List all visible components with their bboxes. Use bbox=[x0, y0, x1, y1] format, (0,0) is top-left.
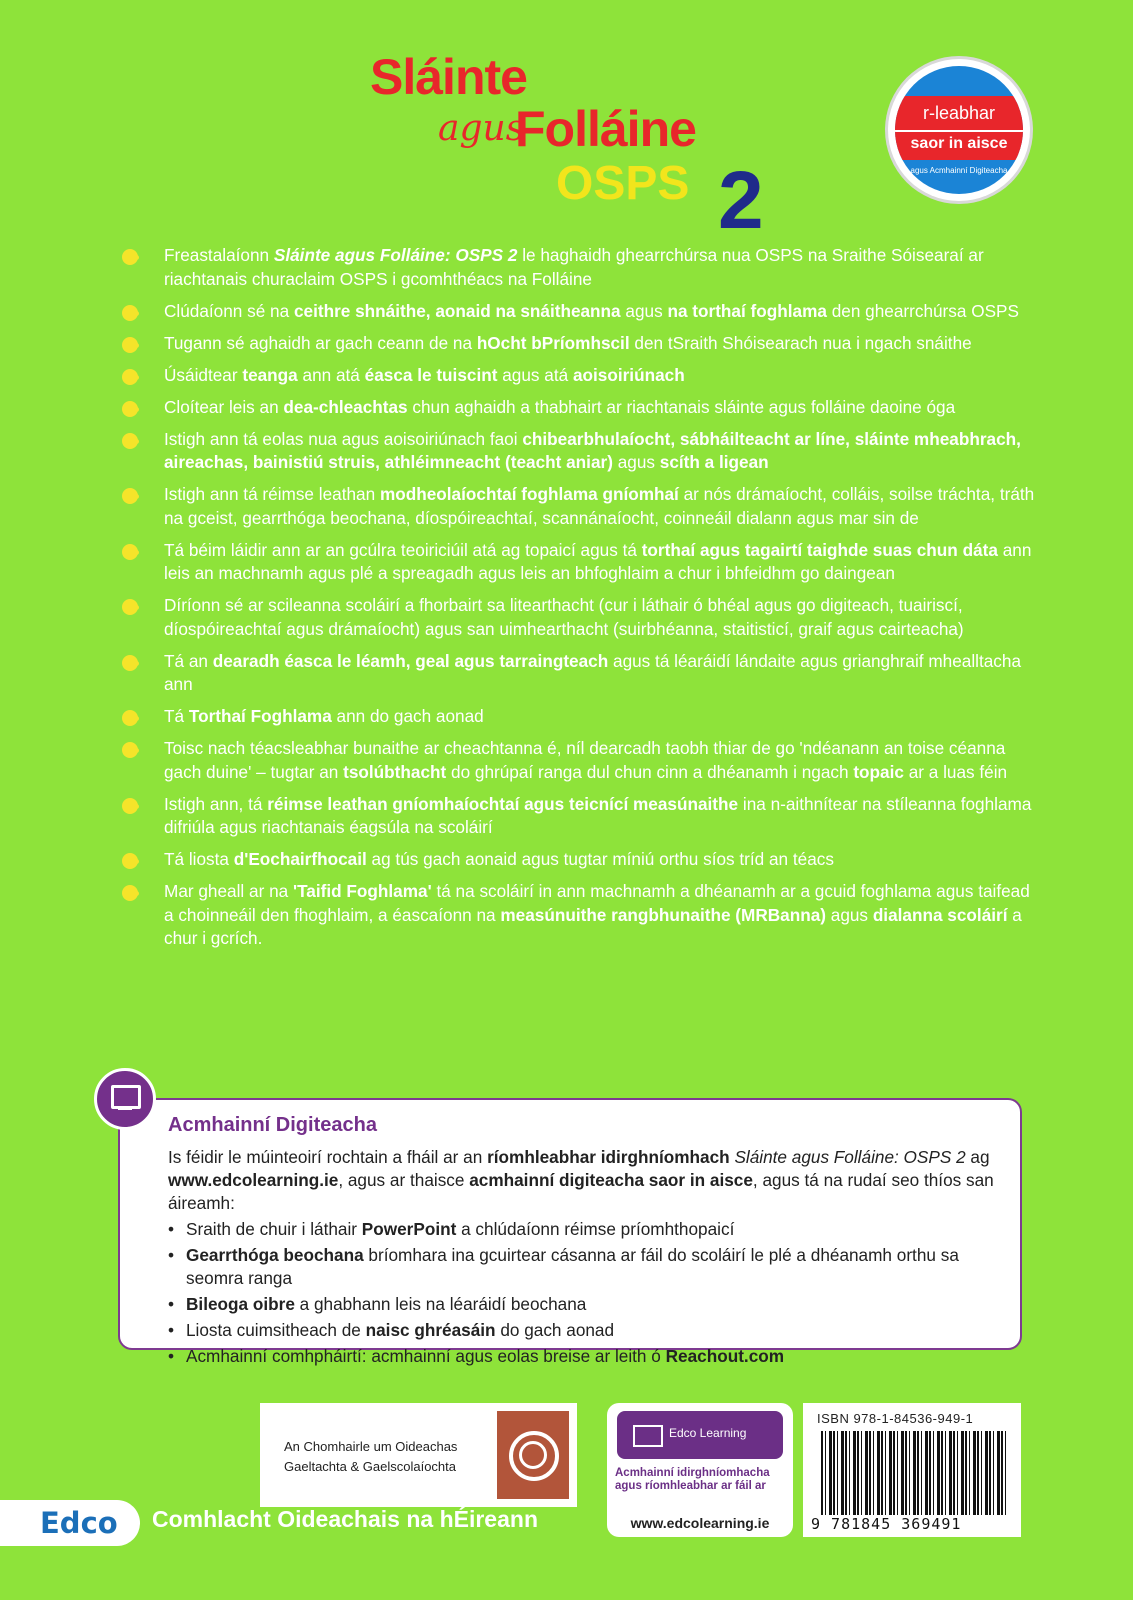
text-run: hOcht bPríomhscil bbox=[476, 332, 630, 353]
bullet-icon bbox=[122, 853, 138, 869]
bullet-icon bbox=[122, 710, 138, 726]
text-run: Toisc nach téacsleabhar bunaithe ar cheachtanna é, níl dearcadh taobh thiar de go 'ndéanann an toise céanna gach duine' – tugtar an bbox=[164, 738, 1006, 782]
text-run: torthaí agus tagairtí taighde suas chun dáta bbox=[641, 539, 998, 560]
text-run: ag tús gach aonaid agus tugtar míniú orthu síos tríd an téacs bbox=[366, 849, 834, 869]
text-run: dearadh éasca le léamh, geal agus tarraingteach bbox=[212, 650, 609, 671]
digital-resource-item bbox=[168, 1218, 998, 1241]
text-run: agus bbox=[620, 300, 668, 321]
text-run: , agus ar thaisce bbox=[338, 1170, 470, 1190]
text-run: Bileoga oibre bbox=[186, 1294, 295, 1314]
bullet-icon bbox=[122, 599, 138, 615]
badge-subtext: agus Acmhainní Digiteacha bbox=[910, 166, 1008, 175]
bullet-icon bbox=[122, 401, 138, 417]
text-run: Sláinte agus Folláine: OSPS 2 bbox=[273, 245, 518, 265]
digital-resource-item bbox=[168, 1244, 998, 1290]
feature-item bbox=[122, 594, 1042, 641]
barcode bbox=[821, 1431, 1007, 1515]
text-run: ar nós drámaíocht, colláis, soilse tráchta, tráth na gceist, gearrthóga beochana, díospóireachtaí, scannánaíocht, coinneáil dialann agus mar sin de bbox=[164, 484, 1035, 528]
bullet-icon bbox=[122, 742, 138, 758]
text-run: ríomhleabhar idirghníomhach bbox=[487, 1147, 730, 1167]
text-run: éasca le tuiscint bbox=[364, 364, 498, 385]
feature-item bbox=[122, 848, 1042, 872]
text-run: tsolúbthacht bbox=[343, 761, 447, 782]
bullet-icon bbox=[122, 305, 138, 321]
text-run: den tSraith Shóisearach nua i ngach snáithe bbox=[629, 332, 972, 353]
text-run: den ghearrchúrsa OSPS bbox=[826, 300, 1019, 321]
text-run: Gearrthóga beochana bbox=[186, 1245, 364, 1265]
bullet-icon bbox=[122, 369, 138, 385]
text-run: a chur i gcrích. bbox=[164, 904, 1022, 948]
text-run: measúnuithe rangbhunaithe (MRBanna) bbox=[500, 904, 826, 925]
feature-item bbox=[122, 705, 1042, 729]
text-run: ann atá bbox=[297, 364, 365, 385]
text-run: Tá béim láidir ann ar an gcúlra teoiriciúil atá ag topaicí agus tá bbox=[164, 539, 642, 560]
isbn-box bbox=[803, 1403, 1021, 1537]
digital-resources-box bbox=[118, 1098, 1022, 1366]
badge-inner bbox=[895, 66, 1023, 194]
text-run: agus atá bbox=[497, 364, 573, 385]
barcode-digits: 9 781845 369491 bbox=[811, 1515, 962, 1533]
text-run: scíth a ligean bbox=[659, 452, 769, 472]
edco-learning-url: www.edcolearning.ie bbox=[630, 1515, 770, 1531]
bullet-icon bbox=[122, 337, 138, 353]
title-agus: agus bbox=[438, 108, 525, 149]
text-run: Cloítear leis an bbox=[164, 396, 284, 417]
cogg-line2: Gaeltachta & Gaelscolaíochta bbox=[284, 1459, 456, 1474]
ebook-badge bbox=[888, 59, 1030, 201]
cogg-logo-icon bbox=[497, 1411, 569, 1499]
text-run: Istigh ann, tá bbox=[164, 793, 268, 814]
text-run: réimse leathan gníomhaíochtaí agus teicnící measúnaithe bbox=[267, 793, 739, 814]
bullet-icon bbox=[122, 488, 138, 504]
feature-item bbox=[122, 364, 1042, 388]
text-run: ceithre shnáithe, aonaid na snáitheanna bbox=[293, 300, 621, 321]
text-run: do gach aonad bbox=[495, 1320, 615, 1340]
text-run: Liosta cuimsitheach de bbox=[186, 1320, 366, 1340]
edco-learning-logo bbox=[617, 1411, 783, 1459]
digital-resources-list bbox=[168, 1218, 998, 1371]
title-slainte: Sláinte bbox=[370, 49, 527, 105]
feature-list bbox=[122, 244, 1042, 959]
text-run: ann do gach aonad bbox=[331, 706, 484, 726]
text-run: PowerPoint bbox=[361, 1219, 457, 1239]
badge-line2: saor in aisce bbox=[895, 130, 1023, 160]
text-run: chibearbhulaíocht, sábháilteacht ar líne, sláinte mheabhrach, aireachas, bainistiú struis, athléimneacht (teacht aniar) bbox=[164, 428, 1021, 472]
book-icon bbox=[633, 1425, 663, 1447]
text-run: topaic bbox=[853, 761, 904, 782]
bullet-icon bbox=[122, 433, 138, 449]
text-run: Úsáidtear bbox=[164, 364, 243, 385]
text-run: ar a luas féin bbox=[903, 761, 1008, 782]
text-run: bríomhara ina gcuirtear cásanna ar fáil do scoláirí le plé a dhéanamh orthu sa seomra ranga bbox=[186, 1245, 959, 1288]
text-run: a chlúdaíonn réimse príomhthopaicí bbox=[456, 1219, 735, 1239]
isbn-label: ISBN 978-1-84536-949-1 bbox=[817, 1411, 974, 1426]
text-run: Reachout.com bbox=[665, 1346, 785, 1366]
bullet-icon bbox=[122, 655, 138, 671]
feature-item bbox=[122, 300, 1042, 324]
bullet-icon bbox=[122, 249, 138, 265]
cogg-text bbox=[284, 1437, 457, 1477]
digital-resources-title: Acmhainní Digiteacha bbox=[168, 1114, 377, 1136]
feature-item bbox=[122, 428, 1042, 475]
text-run: dea-chleachtas bbox=[283, 396, 408, 417]
text-run: tá na scoláirí in ann machnamh a dhéanamh ar a gcuid foghlama agus taifead a choinneáil den fhoghlaim, a éascaíonn na bbox=[164, 881, 1030, 925]
text-run: Istigh ann tá réimse leathan bbox=[164, 484, 380, 504]
text-run: Díríonn sé ar scileanna scoláirí a fhorbairt sa litearthacht (cur i láthair ó bhéal agus go digiteach, tuairiscí, díospóireachtaí agus drámaíocht) agus san uimhearthacht (suirbhéanna, staitisticí, graif agus cairteacha) bbox=[164, 595, 964, 639]
title-number: 2 bbox=[718, 155, 764, 246]
feature-item bbox=[122, 650, 1042, 697]
text-run: d'Eochairfhocail bbox=[233, 849, 367, 869]
edco-learning-text: Acmhainní idirghníomhacha agus ríomhleabhar ar fáil ar bbox=[615, 1467, 770, 1492]
text-run: chun aghaidh a thabhairt ar riachtanais sláinte agus folláine daoine óga bbox=[407, 396, 956, 417]
title-osps: OSPS bbox=[556, 157, 690, 210]
text-run: naisc ghréasáin bbox=[365, 1320, 496, 1340]
badge-line1: r-leabhar bbox=[895, 96, 1023, 130]
text-run: agus tá léaráidí lándaite agus grianghraif mhealltacha ann bbox=[164, 650, 1022, 694]
edco-logo bbox=[0, 1500, 140, 1546]
digital-resource-item bbox=[168, 1293, 998, 1316]
text-run: Tá an bbox=[164, 650, 213, 671]
feature-item bbox=[122, 880, 1042, 951]
text-run: Acmhainní comhpháirtí: acmhainní agus eolas breise ar leith ó bbox=[186, 1346, 666, 1366]
feature-item bbox=[122, 793, 1042, 840]
text-run: www.edcolearning.ie bbox=[168, 1170, 339, 1190]
text-run: Tá liosta bbox=[164, 849, 234, 869]
text-run: Istigh ann tá eolas nua agus aoisoiriúnach faoi bbox=[164, 428, 523, 449]
book-title bbox=[370, 48, 790, 246]
text-run: Clúdaíonn sé na bbox=[164, 300, 294, 321]
text-run: aoisoiriúnach bbox=[572, 364, 685, 385]
digital-resources-intro bbox=[168, 1146, 998, 1215]
feature-item bbox=[122, 332, 1042, 356]
feature-item bbox=[122, 539, 1042, 586]
text-run: Is féidir le múinteoirí rochtain a fháil ar an bbox=[168, 1147, 488, 1167]
feature-item bbox=[122, 244, 1042, 291]
text-run: ann leis an machnamh agus plé a spreagadh agus leis an bhfoghlaim a chur i bhfeidhm go daingean bbox=[164, 539, 1032, 583]
text-run: teanga bbox=[242, 364, 298, 385]
text-run: ina n-aithnítear na stíleanna foghlama difriúla agus riachtanais éagsúla na scoláirí bbox=[164, 793, 1032, 837]
monitor-icon bbox=[94, 1068, 156, 1130]
text-run: do ghrúpaí ranga dul chun cinn a dhéanamh i ngach bbox=[446, 761, 854, 782]
cogg-logo-box bbox=[260, 1403, 577, 1507]
publisher-name: Comhlacht Oideachais na hÉireann bbox=[152, 1506, 538, 1532]
text-run: na torthaí foghlama bbox=[667, 300, 827, 321]
feature-item bbox=[122, 483, 1042, 530]
text-run: Freastalaíonn bbox=[164, 245, 274, 265]
text-run: Tugann sé aghaidh ar gach ceann de na bbox=[164, 332, 477, 353]
text-run: Torthaí Foghlama bbox=[188, 706, 332, 726]
title-follaine: Folláine bbox=[515, 101, 696, 157]
feature-item bbox=[122, 396, 1042, 420]
text-run: le haghaidh ghearrchúrsa nua OSPS na Sraithe Sóisearaí ar riachtanais churaclaim OSPS i gcomhthéacs na Folláine bbox=[164, 245, 984, 289]
text-run: Mar gheall ar na bbox=[164, 881, 293, 901]
bullet-icon bbox=[122, 798, 138, 814]
digital-resource-item bbox=[168, 1345, 998, 1368]
cogg-line1: An Chomhairle um Oideachas bbox=[284, 1439, 458, 1454]
text-run: agus bbox=[825, 904, 873, 925]
text-run: dialanna scoláirí bbox=[872, 904, 1008, 925]
text-run: Tá bbox=[164, 706, 189, 726]
text-run: , agus tá na rudaí seo thíos san áireamh: bbox=[168, 1170, 994, 1213]
bullet-icon bbox=[122, 544, 138, 560]
text-run: 'Taifid Foghlama' bbox=[292, 881, 432, 901]
edco-learning-box bbox=[607, 1403, 793, 1537]
text-run: modheolaíochtaí foghlama gníomhaí bbox=[379, 484, 679, 504]
text-run: a ghabhann leis na léaráidí beochana bbox=[294, 1294, 587, 1314]
bullet-icon bbox=[122, 885, 138, 901]
text-run: Sláinte agus Folláine: OSPS 2 bbox=[734, 1147, 966, 1167]
text-run: acmhainní digiteacha saor in aisce bbox=[469, 1170, 753, 1190]
digital-resource-item bbox=[168, 1319, 998, 1342]
text-run: Sraith de chuir i láthair bbox=[186, 1219, 362, 1239]
text-run: ag bbox=[965, 1147, 990, 1167]
edco-brand: Edco bbox=[40, 1506, 118, 1540]
text-run: agus bbox=[612, 452, 660, 472]
edco-learning-label: Edco Learning bbox=[669, 1426, 747, 1440]
feature-item bbox=[122, 737, 1042, 784]
